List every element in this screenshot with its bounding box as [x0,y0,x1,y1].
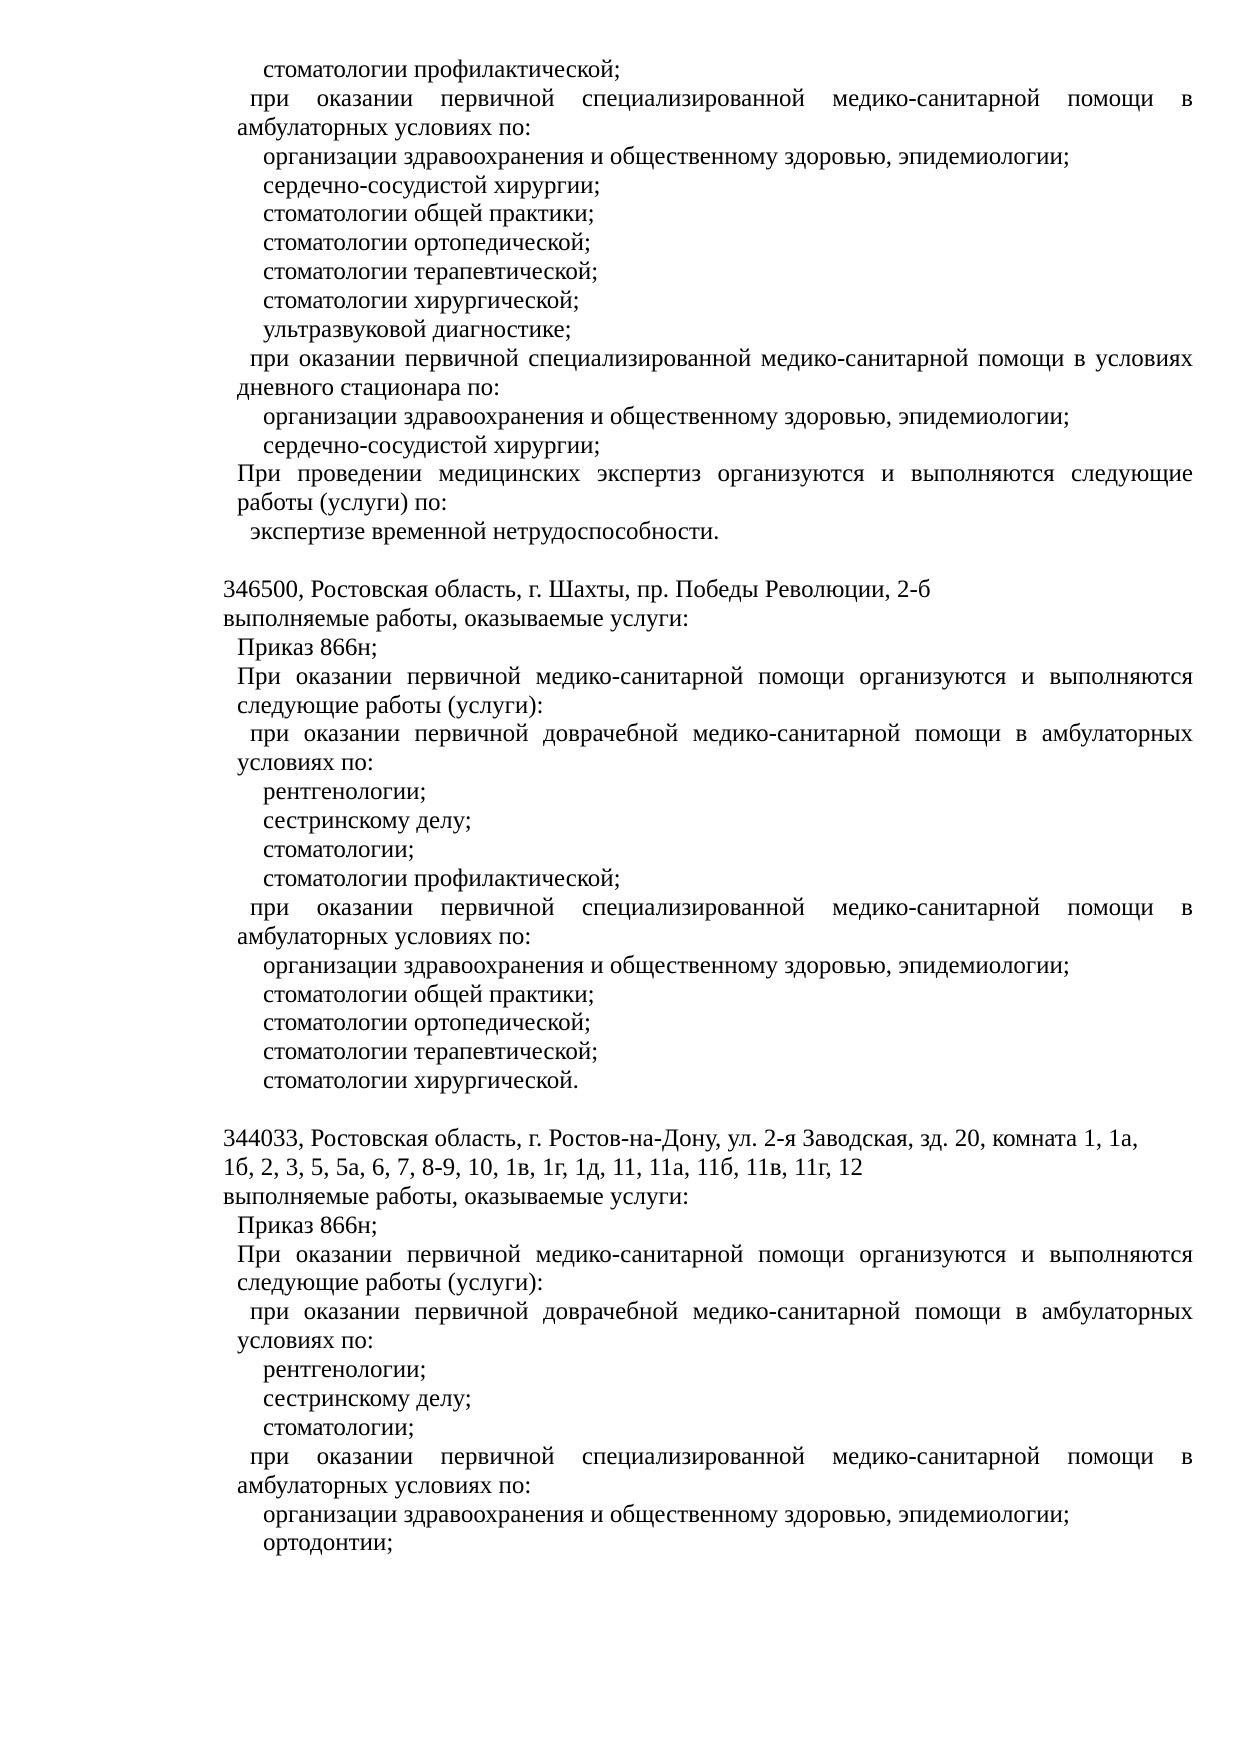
line-text: сердечно-сосудистой хирургии; [263,171,601,199]
text-line [0,807,1241,836]
line-text: При оказании первичной медико-санитарной помощи организуются и выполняются [237,1240,1193,1268]
line-text: сестринскому делу; [263,1384,472,1412]
line-text: рентгенологии; [263,1356,427,1384]
line-text: стоматологии ортопедической; [263,229,591,257]
text-line [0,720,1241,749]
line-text: 346500, Ростовская область, г. Шахты, пр. Победы Революции, 2-б [223,576,931,604]
text-line [0,1212,1241,1241]
text-line [0,634,1241,663]
text-line [0,1443,1241,1472]
text-line [0,1154,1241,1183]
line-text: сердечно-сосудистой хирургии; [263,431,601,459]
text-line [0,1501,1241,1530]
line-text: ортодонтии; [263,1529,394,1557]
text-line [0,865,1241,894]
text-line [0,981,1241,1010]
line-text: сестринскому делу; [263,807,472,835]
line-text: стоматологии общей практики; [263,200,595,228]
line-text: При проведении медицинских экспертиз организуются и выполняются следующие [237,460,1193,488]
line-text: Приказ 866н; [237,633,378,661]
text-line [0,85,1241,114]
line-text: амбулаторных условиях по: [237,1471,532,1499]
line-text: При оказании первичной медико-санитарной помощи организуются и выполняются [237,662,1193,690]
line-text: стоматологии; [263,1413,415,1441]
text-line [0,692,1241,721]
line-text: амбулаторных условиях по: [237,113,532,141]
text-line [0,1009,1241,1038]
text-line [0,258,1241,287]
line-text: при оказании первичной специализированной медико-санитарной помощи в [250,893,1193,921]
line-text: Приказ 866н; [237,1211,378,1239]
text-line [0,1125,1241,1154]
line-text: организации здравоохранения и общественному здоровью, эпидемиологии; [263,1500,1070,1528]
text-line [0,1241,1241,1270]
text-line [0,749,1241,778]
line-text: стоматологии; [263,836,415,864]
text-line [0,56,1241,85]
text-line [0,287,1241,316]
text-line [0,374,1241,403]
line-text: условиях по: [237,749,374,777]
document-page [0,56,1241,1558]
text-line [0,172,1241,201]
line-text: выполняемые работы, оказываемые услуги: [223,1182,690,1210]
text-line [0,489,1241,518]
line-text: следующие работы (услуги): [237,691,544,719]
text-line [0,1038,1241,1067]
text-line [0,229,1241,258]
line-text: стоматологии хирургической; [263,287,580,315]
line-text: при оказании первичной специализированной медико-санитарной помощи в условиях [250,344,1193,372]
blank-line [0,547,1241,576]
text-line [0,1298,1241,1327]
text-line [0,460,1241,489]
line-text: стоматологии хирургической. [263,1067,579,1095]
text-line [0,836,1241,865]
line-text: выполняемые работы, оказываемые услуги: [223,604,690,632]
text-line [0,200,1241,229]
line-text: стоматологии ортопедической; [263,1009,591,1037]
text-line [0,1529,1241,1558]
text-line [0,923,1241,952]
line-text: рентгенологии; [263,778,427,806]
text-line [0,778,1241,807]
line-text: экспертизе временной нетрудоспособности. [250,518,720,546]
text-line [0,518,1241,547]
line-text: организации здравоохранения и общественному здоровью, эпидемиологии; [263,142,1070,170]
text-line [0,114,1241,143]
line-text: при оказании первичной доврачебной медико-санитарной помощи в амбулаторных [250,1298,1193,1326]
text-line [0,1183,1241,1212]
line-text: при оказании первичной специализированной медико-санитарной помощи в [250,1442,1193,1470]
line-text: дневного стационара по: [237,373,501,401]
text-line [0,345,1241,374]
text-line [0,663,1241,692]
text-line [0,576,1241,605]
text-line [0,1472,1241,1501]
text-line [0,1269,1241,1298]
text-line [0,894,1241,923]
text-line [0,432,1241,461]
line-text: стоматологии терапевтической; [263,258,599,286]
line-text: следующие работы (услуги): [237,1269,544,1297]
line-text: условиях по: [237,1327,374,1355]
text-line [0,316,1241,345]
blank-line [0,1096,1241,1125]
line-text: при оказании первичной доврачебной медико-санитарной помощи в амбулаторных [250,720,1193,748]
text-line [0,605,1241,634]
line-text: амбулаторных условиях по: [237,922,532,950]
line-text: организации здравоохранения и общественному здоровью, эпидемиологии; [263,402,1070,430]
line-text: работы (услуги) по: [237,489,448,517]
text-line [0,1327,1241,1356]
line-text: 1б, 2, 3, 5, 5а, 6, 7, 8-9, 10, 1в, 1г, 1д, 11, 11а, 11б, 11в, 11г, 12 [223,1153,864,1181]
text-line [0,1067,1241,1096]
line-text: стоматологии общей практики; [263,980,595,1008]
line-text: стоматологии терапевтической; [263,1038,599,1066]
line-text: стоматологии профилактической; [263,864,621,892]
line-text: ультразвуковой диагностике; [263,316,572,344]
line-text: стоматологии профилактической; [263,56,621,83]
text-line [0,403,1241,432]
text-line [0,1356,1241,1385]
text-line [0,143,1241,172]
line-text: 344033, Ростовская область, г. Ростов-на-Дону, ул. 2-я Заводская, зд. 20, комната 1, 1а, [223,1124,1139,1152]
text-line [0,1385,1241,1414]
text-line [0,952,1241,981]
line-text: организации здравоохранения и общественному здоровью, эпидемиологии; [263,951,1070,979]
line-text: при оказании первичной специализированной медико-санитарной помощи в [250,84,1193,112]
text-line [0,1414,1241,1443]
